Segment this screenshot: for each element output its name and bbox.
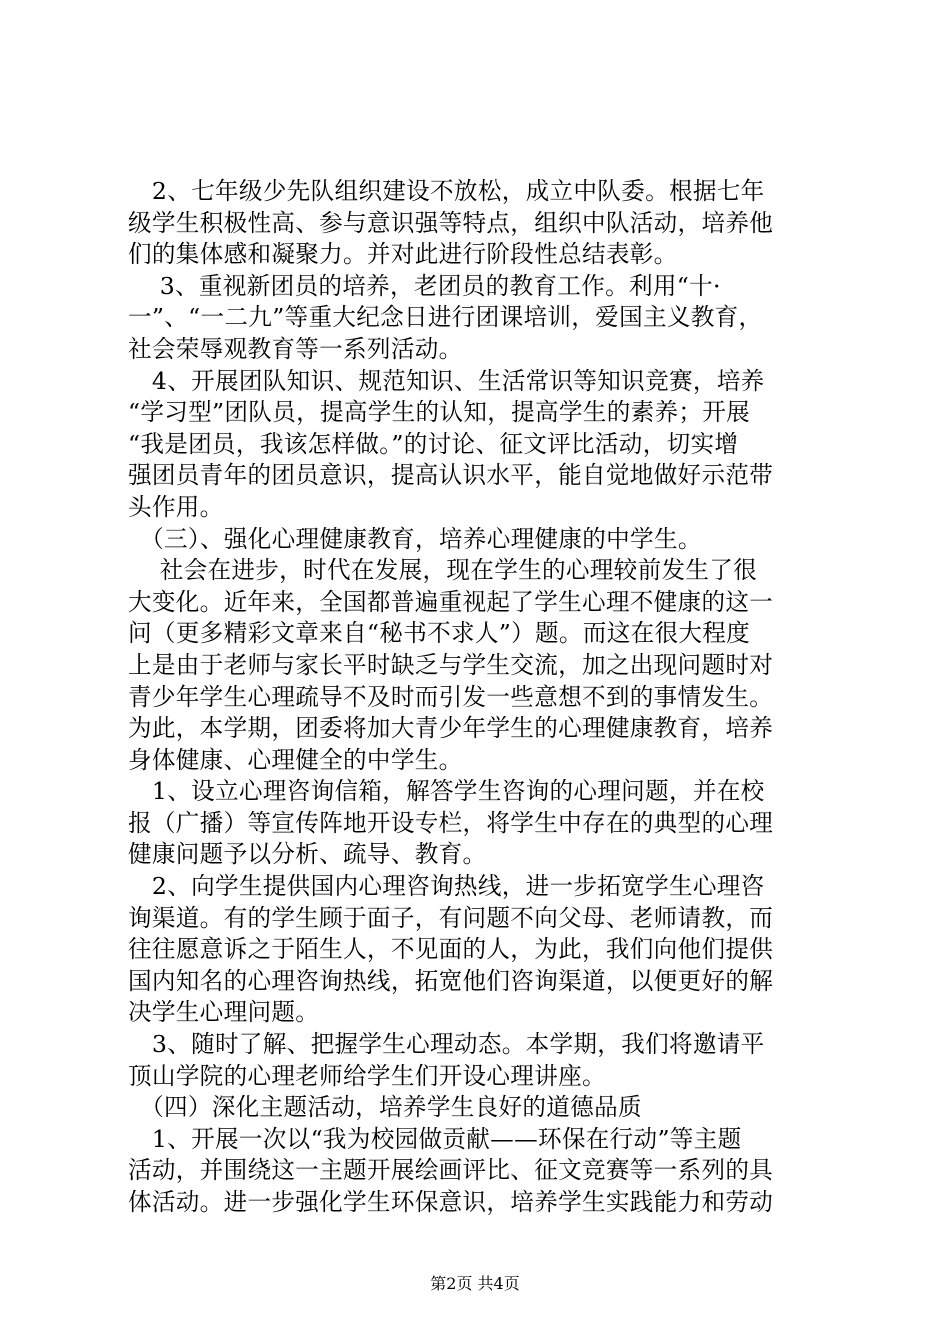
text-line: 级学生积极性高、参与意识强等特点，组织中队活动，培养他 <box>128 208 774 237</box>
text-line: 询渠道。有的学生顾于面子，有问题不向父母、老师请教，而 <box>128 903 774 932</box>
text-line: “我是团员，我该怎样做。”的讨论、征文评比活动，切实增 <box>128 429 739 458</box>
text-line: 1、开展一次以“我为校园做贡献——环保在行动”等主题 <box>128 1124 742 1153</box>
page-footer: 第2页 共4页 <box>430 1274 520 1293</box>
text-line: 2、七年级少先队组织建设不放松，成立中队委。根据七年 <box>128 177 765 205</box>
text-line: 体活动。进一步强化学生环保意识，培养学生实践能力和劳动 <box>128 1188 774 1216</box>
text-line: （四）深化主题活动，培养学生良好的道德品质 <box>128 1093 642 1122</box>
text-line: 强团员青年的团员意识，提高认识水平，能自觉地做好示范带 <box>128 461 774 490</box>
text-line: 青少年学生心理疏导不及时而引发一些意想不到的事情发生。 <box>128 682 774 711</box>
text-line: 大变化。近年来，全国都普遍重视起了学生心理不健康的这一 <box>128 587 774 616</box>
text-line: 问（更多精彩文章来自“秘书不求人”）题。而这在很大程度 <box>128 619 751 648</box>
text-line: 3、重视新团员的培养，老团员的教育工作。利用“十· <box>128 271 721 300</box>
text-line: “学习型”团队员，提高学生的认知，提高学生的素养；开展 <box>128 398 751 427</box>
text-line: 一”、“一二九”等重大纪念日进行团课培训，爱国主义教育， <box>128 303 763 332</box>
body-text <box>128 176 833 1219</box>
text-line: 1、设立心理咨询信箱，解答学生咨询的心理问题，并在校 <box>128 777 765 806</box>
text-line: 4、开展团队知识、规范知识、生活常识等知识竞赛，培养 <box>128 366 765 395</box>
text-line: 健康问题予以分析、疏导、教育。 <box>128 840 487 869</box>
text-line: 顶山学院的心理老师给学生们开设心理讲座。 <box>128 1061 606 1090</box>
text-line: 往往愿意诉之于陌生人，不见面的人，为此，我们向他们提供 <box>128 935 774 964</box>
text-line: 3、随时了解、把握学生心理动态。本学期，我们将邀请平 <box>128 1030 765 1059</box>
text-line: 头作用。 <box>128 492 224 521</box>
text-line: 身体健康、心理健全的中学生。 <box>128 745 463 774</box>
text-line: 上是由于老师与家长平时缺乏与学生交流，加之出现问题时对 <box>128 650 774 679</box>
text-line: （三）、强化心理健康教育，培养心理健康的中学生。 <box>128 524 702 553</box>
text-line: 活动，并围绕这一主题开展绘画评比、征文竞赛等一系列的具 <box>128 1156 774 1185</box>
text-line: 决学生心理问题。 <box>128 998 320 1027</box>
text-line: 们的集体感和凝聚力。并对此进行阶段性总结表彰。 <box>128 240 678 269</box>
text-line: 国内知名的心理咨询热线，拓宽他们咨询渠道，以便更好的解 <box>128 966 774 995</box>
text-line: 2、向学生提供国内心理咨询热线，进一步拓宽学生心理咨 <box>128 872 765 901</box>
text-line: 社会在进步，时代在发展，现在学生的心理较前发生了很 <box>128 556 758 585</box>
text-line: 报（广播）等宣传阵地开设专栏，将学生中存在的典型的心理 <box>128 808 774 837</box>
text-line: 社会荣辱观教育等一系列活动。 <box>128 334 463 363</box>
text-line: 为此，本学期，团委将加大青少年学生的心理健康教育，培养 <box>128 714 774 743</box>
